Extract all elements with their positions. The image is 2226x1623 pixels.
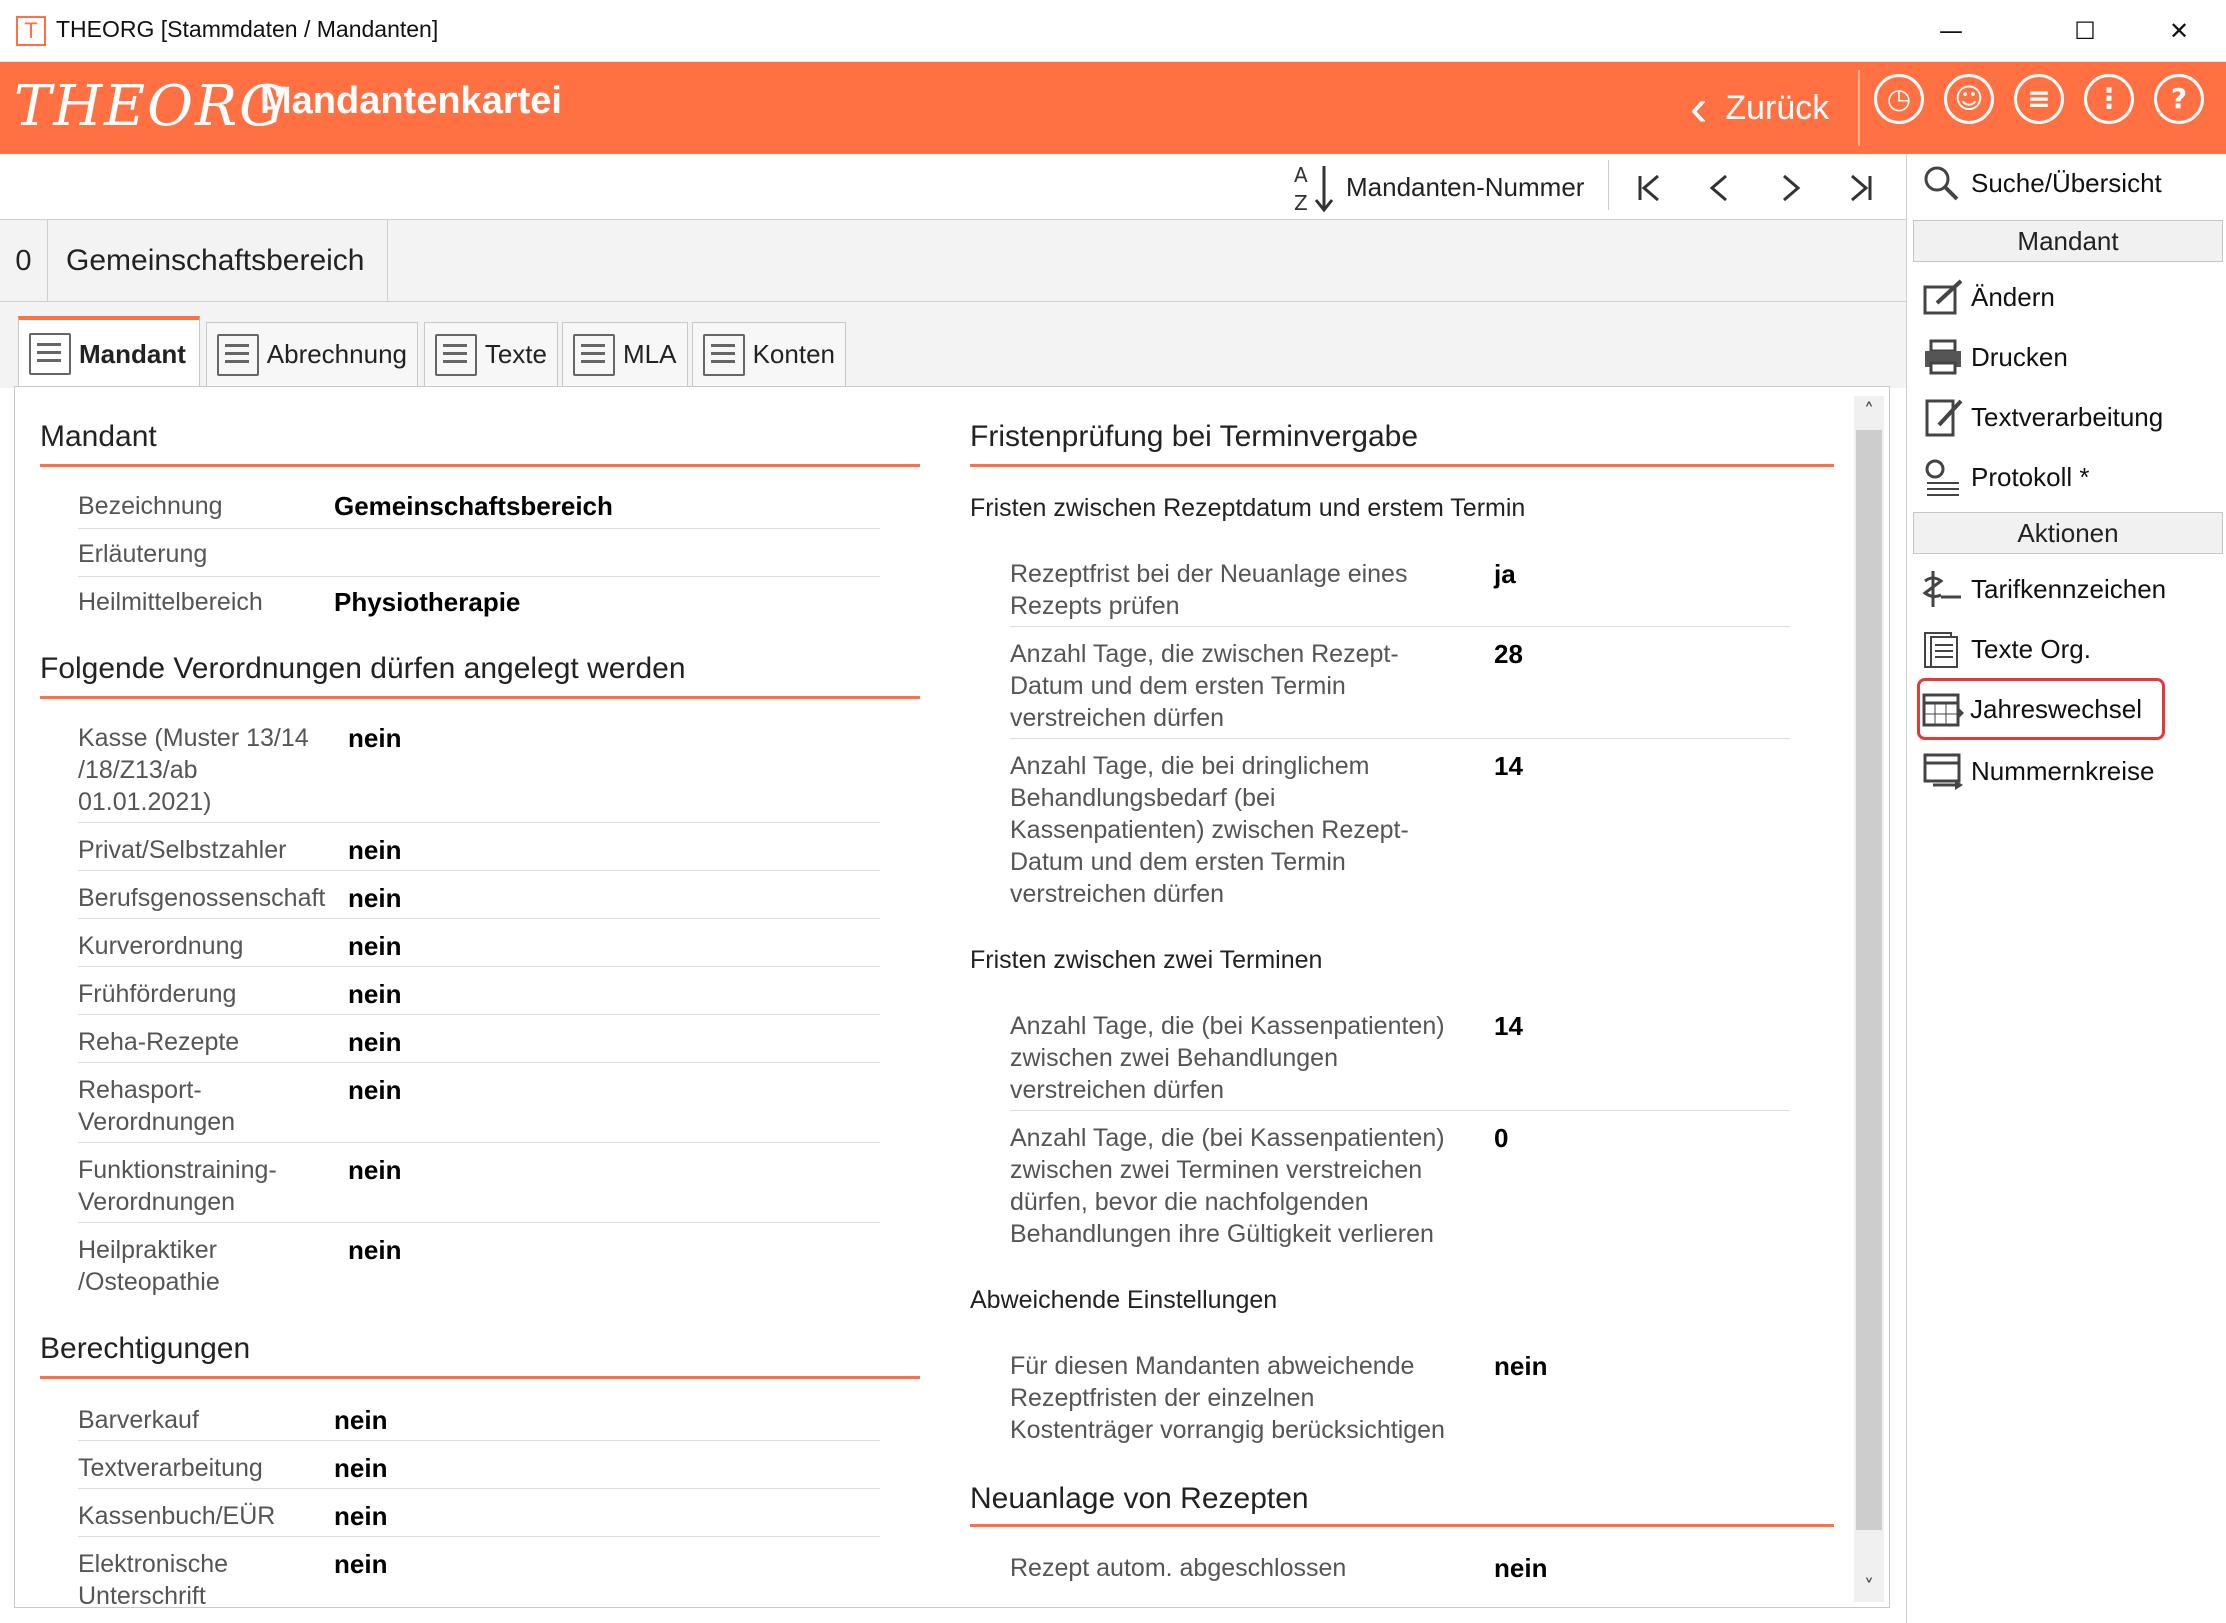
field-value: nein bbox=[348, 883, 402, 913]
field-value: 0 bbox=[1494, 1123, 1509, 1153]
app-header bbox=[0, 62, 2226, 154]
field-value: nein bbox=[334, 1405, 388, 1435]
field-value: 28 bbox=[1494, 639, 1523, 669]
field-label: Kasse (Muster 13/14 /18/Z13/ab 01.01.2021) bbox=[78, 724, 309, 816]
row-divider bbox=[78, 1536, 880, 1537]
scrollbar-thumb[interactable] bbox=[1856, 430, 1882, 1530]
subsection-title: Abweichende Einstellungen bbox=[970, 1286, 1278, 1314]
printer-icon bbox=[1921, 337, 1967, 377]
sidebar-item-label: Drucken bbox=[1971, 341, 2068, 372]
sidebar-item-texte-org[interactable] bbox=[1921, 622, 2213, 676]
subsection-title: Fristen zwischen zwei Terminen bbox=[970, 946, 1323, 974]
header-divider bbox=[1858, 70, 1860, 146]
euro-bank-icon bbox=[703, 334, 745, 376]
record-toolbar bbox=[0, 154, 1906, 220]
tab-mla[interactable] bbox=[562, 322, 688, 386]
sidebar-item-nummernkreise[interactable] bbox=[1921, 744, 2213, 798]
svg-text:A: A bbox=[1294, 163, 1308, 187]
person-icon[interactable]: ☺ bbox=[1944, 74, 1994, 124]
row-divider bbox=[78, 1014, 880, 1015]
log-icon bbox=[1921, 457, 1967, 497]
window-titlebar bbox=[0, 0, 2226, 62]
app-icon: T bbox=[16, 16, 46, 46]
content-panel bbox=[14, 386, 1890, 1608]
document-edit-icon bbox=[1921, 397, 1967, 437]
field-value: Gemeinschaftsbereich bbox=[334, 491, 613, 521]
field-label: Kurverordnung bbox=[78, 932, 244, 960]
scroll-down-icon[interactable]: ˅ bbox=[1864, 1575, 1874, 1599]
field-value: nein bbox=[334, 1501, 388, 1531]
sidebar-item-aendern[interactable] bbox=[1921, 270, 2213, 324]
sidebar-item-label: Texte Org. bbox=[1971, 633, 2091, 664]
next-record-icon[interactable] bbox=[1766, 164, 1814, 212]
sidebar-item-jahreswechsel[interactable] bbox=[1917, 678, 2165, 740]
sidebar-item-label: Jahreswechsel bbox=[1970, 693, 2142, 724]
sort-field-label[interactable]: Mandanten-Nummer bbox=[1346, 172, 1585, 202]
section-title-verordnungen: Folgende Verordnungen dürfen angelegt werden bbox=[40, 652, 686, 685]
sidebar-item-tarifkennzeichen[interactable] bbox=[1921, 562, 2213, 616]
record-number: 0 bbox=[0, 220, 48, 302]
field-value: nein bbox=[334, 1549, 388, 1579]
number-range-icon bbox=[1921, 751, 1967, 791]
tab-label: Konten bbox=[752, 339, 835, 369]
field-value: nein bbox=[348, 1155, 402, 1185]
sidebar-item-label: Ändern bbox=[1971, 281, 2055, 312]
section-title-neuanlage: Neuanlage von Rezepten bbox=[970, 1482, 1309, 1515]
sidebar-item-protokoll[interactable] bbox=[1921, 450, 2213, 504]
field-value: 14 bbox=[1494, 1011, 1523, 1041]
field-label: Textverarbeitung bbox=[78, 1454, 263, 1482]
field-value: Physiotherapie bbox=[334, 587, 521, 617]
tab-abrechnung[interactable] bbox=[206, 322, 418, 386]
tab-label: Texte bbox=[484, 339, 547, 369]
building-person-icon bbox=[29, 333, 71, 375]
row-divider bbox=[78, 576, 880, 577]
field-label: Funktionstraining- Verordnungen bbox=[78, 1156, 277, 1216]
field-value: nein bbox=[348, 835, 402, 865]
row-divider bbox=[78, 822, 880, 823]
section-title-mandant: Mandant bbox=[40, 420, 157, 453]
cash-register-icon bbox=[217, 334, 259, 376]
row-divider bbox=[78, 1142, 880, 1143]
field-label: Anzahl Tage, die (bei Kassenpatienten) zwischen zwei Terminen verstreichen dürfen, bevor die nachfolgenden Behandlungen ihre Gültigkeit verlieren bbox=[1010, 1124, 1445, 1248]
field-value: nein bbox=[334, 1453, 388, 1483]
svg-text:Z: Z bbox=[1294, 191, 1308, 215]
record-header bbox=[0, 220, 1906, 302]
field-label: Barverkauf bbox=[78, 1406, 199, 1434]
tab-label: Abrechnung bbox=[266, 339, 407, 369]
field-value: nein bbox=[348, 723, 402, 753]
calendar-icon bbox=[1920, 689, 1966, 729]
field-value: nein bbox=[348, 979, 402, 1009]
last-record-icon[interactable] bbox=[1836, 164, 1884, 212]
tab-strip bbox=[0, 302, 1906, 388]
field-label: Rezeptfrist bei der Neuanlage eines Rezepts prüfen bbox=[1010, 560, 1408, 620]
field-label: Erläuterung bbox=[78, 540, 208, 568]
row-divider bbox=[78, 870, 880, 871]
section-underline bbox=[970, 464, 1834, 467]
maximize-button[interactable]: ☐ bbox=[2074, 17, 2096, 45]
more-icon[interactable]: ⋮ bbox=[2084, 74, 2134, 124]
field-label: Elektronische Unterschrift bbox=[78, 1550, 229, 1610]
section-underline bbox=[970, 1524, 1834, 1527]
history-icon[interactable]: ◷ bbox=[1874, 74, 1924, 124]
field-value: nein bbox=[348, 1235, 402, 1265]
search-overview-button[interactable] bbox=[1921, 156, 2213, 210]
section-underline bbox=[40, 1376, 920, 1379]
section-title-berechtigungen: Berechtigungen bbox=[40, 1332, 251, 1365]
edit-icon bbox=[1921, 277, 1967, 317]
sidebar-item-textverarbeitung[interactable] bbox=[1921, 390, 2213, 444]
field-label: Frühförderung bbox=[78, 980, 237, 1008]
field-label: Privat/Selbstzahler bbox=[78, 836, 287, 864]
sidebar-item-label: Protokoll * bbox=[1971, 461, 2090, 492]
field-label: Für diesen Mandanten abweichende Rezeptfristen der einzelnen Kostenträger vorrangig berücksichtigen bbox=[1010, 1352, 1445, 1444]
field-value: ja bbox=[1494, 559, 1516, 589]
section-title-fristen: Fristenprüfung bei Terminvergabe bbox=[970, 420, 1419, 453]
sidebar-item-drucken[interactable] bbox=[1921, 330, 2213, 384]
document-save-icon bbox=[573, 334, 615, 376]
field-label: Anzahl Tage, die (bei Kassenpatienten) zwischen zwei Behandlungen verstreichen dürfen bbox=[1010, 1012, 1445, 1104]
first-record-icon[interactable] bbox=[1626, 164, 1674, 212]
tab-label: MLA bbox=[623, 339, 677, 369]
row-divider bbox=[1010, 626, 1790, 627]
section-underline bbox=[40, 696, 920, 699]
action-sidebar bbox=[1906, 154, 2226, 1623]
settings-sliders-icon[interactable]: ≡ bbox=[2014, 74, 2064, 124]
group-header-mandant: Mandant bbox=[1913, 220, 2223, 262]
theorg-logo: THEORG bbox=[14, 74, 286, 139]
field-label: Anzahl Tage, die zwischen Rezept- Datum und dem ersten Termin verstreichen dürfen bbox=[1010, 640, 1399, 732]
window-title: THEORG [Stammdaten / Mandanten] bbox=[56, 16, 439, 42]
page-title: Mandantenkartei bbox=[260, 80, 562, 122]
group-header-aktionen: Aktionen bbox=[1913, 512, 2223, 554]
row-divider bbox=[1010, 1110, 1790, 1111]
search-icon bbox=[1921, 163, 1967, 203]
texts-icon bbox=[435, 334, 477, 376]
minimize-button[interactable]: — bbox=[1939, 17, 1963, 45]
field-value: nein bbox=[348, 931, 402, 961]
field-label: Berufsgenossenschaft bbox=[78, 884, 326, 912]
tab-label: Mandant bbox=[79, 338, 186, 369]
row-divider bbox=[78, 1222, 880, 1223]
close-button[interactable]: ✕ bbox=[2168, 17, 2190, 45]
row-divider bbox=[78, 1062, 880, 1063]
scroll-up-icon[interactable]: ˄ bbox=[1864, 399, 1874, 423]
field-label: Kassenbuch/EÜR bbox=[78, 1502, 276, 1530]
tab-mandant[interactable] bbox=[18, 316, 200, 388]
toolbar-separator bbox=[1608, 160, 1609, 210]
row-divider bbox=[78, 1440, 880, 1441]
back-button[interactable] bbox=[1690, 76, 1829, 140]
row-divider bbox=[78, 966, 880, 967]
sidebar-item-label: Suche/Übersicht bbox=[1971, 167, 2162, 198]
sort-az-icon[interactable] bbox=[1290, 160, 1338, 216]
back-label: Zurück bbox=[1725, 88, 1830, 127]
field-label: Anzahl Tage, die bei dringlichem Behandlungsbedarf (bei Kassenpatienten) zwischen Rezept- Datum und dem ersten Termin verstreichen dürfen bbox=[1010, 752, 1409, 908]
previous-record-icon[interactable] bbox=[1696, 164, 1744, 212]
row-divider bbox=[1010, 738, 1790, 739]
field-value: 14 bbox=[1494, 751, 1523, 781]
field-label: Bezeichnung bbox=[78, 492, 223, 520]
sidebar-item-label: Textverarbeitung bbox=[1971, 401, 2164, 432]
row-divider bbox=[78, 918, 880, 919]
sidebar-item-label: Tarifkennzeichen bbox=[1971, 573, 2167, 604]
tab-texte[interactable] bbox=[424, 322, 558, 386]
subsection-title: Fristen zwischen Rezeptdatum und erstem Termin bbox=[970, 494, 1526, 522]
field-label: Reha-Rezepte bbox=[78, 1028, 240, 1056]
field-value: nein bbox=[1494, 1553, 1548, 1583]
texts-icon bbox=[1921, 629, 1967, 669]
field-value: nein bbox=[1494, 1351, 1548, 1381]
caduceus-icon bbox=[1921, 569, 1967, 609]
field-value: nein bbox=[348, 1075, 402, 1105]
help-icon[interactable]: ? bbox=[2154, 74, 2204, 124]
field-label: Heilpraktiker /Osteopathie bbox=[78, 1236, 220, 1296]
sidebar-item-label: Nummernkreise bbox=[1971, 755, 2155, 786]
field-label: Rehasport- Verordnungen bbox=[78, 1076, 236, 1136]
section-underline bbox=[40, 464, 920, 467]
row-divider bbox=[78, 528, 880, 529]
row-divider bbox=[78, 1488, 880, 1489]
record-name: Gemeinschaftsbereich bbox=[48, 220, 388, 302]
field-label: Rezept autom. abgeschlossen bbox=[1010, 1554, 1347, 1582]
chevron-left-icon: ‹ bbox=[1690, 79, 1708, 137]
field-value: nein bbox=[348, 1027, 402, 1057]
tab-konten[interactable] bbox=[692, 322, 846, 386]
field-label: Heilmittelbereich bbox=[78, 588, 263, 616]
